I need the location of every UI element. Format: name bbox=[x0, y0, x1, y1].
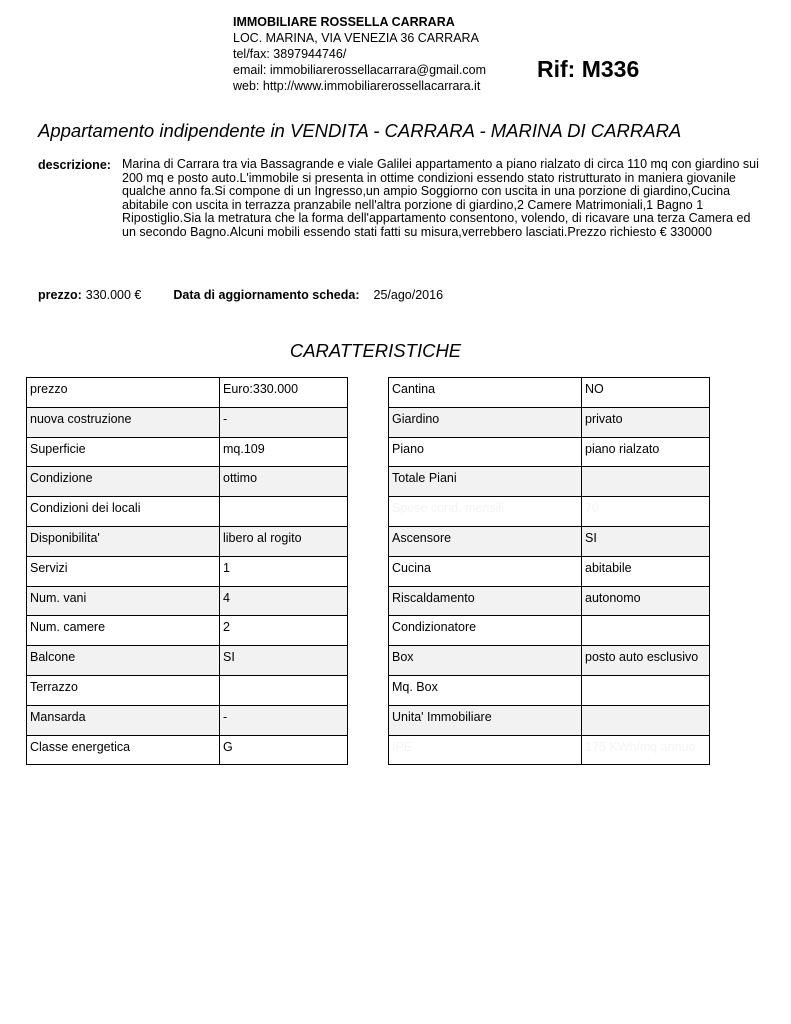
feature-row bbox=[27, 735, 348, 765]
agency-email: email: immobiliarerossellacarrara@gmail.com bbox=[233, 63, 487, 77]
feature-row bbox=[389, 616, 710, 646]
feature-value: posto auto esclusivo bbox=[582, 646, 710, 676]
feature-key: Unita' Immobiliare bbox=[389, 705, 582, 735]
feature-value: 2 bbox=[220, 616, 348, 646]
feature-key: Condizione bbox=[27, 467, 220, 497]
feature-key: Classe energetica bbox=[27, 735, 220, 765]
feature-key: Box bbox=[389, 646, 582, 676]
feature-value: - bbox=[220, 407, 348, 437]
feature-row bbox=[27, 646, 348, 676]
feature-value bbox=[582, 467, 710, 497]
feature-row bbox=[27, 675, 348, 705]
feature-value bbox=[220, 675, 348, 705]
feature-row bbox=[389, 497, 710, 527]
feature-value: mq.109 bbox=[220, 437, 348, 467]
feature-key: Ascensore bbox=[389, 526, 582, 556]
feature-key: Condizioni dei locali bbox=[27, 497, 220, 527]
feature-row bbox=[27, 705, 348, 735]
feature-key: Balcone bbox=[27, 646, 220, 676]
feature-key: Totale Piani bbox=[389, 467, 582, 497]
feature-value: Euro:330.000 bbox=[220, 378, 348, 408]
feature-row bbox=[389, 705, 710, 735]
feature-key: Disponibilita' bbox=[27, 526, 220, 556]
feature-row bbox=[27, 616, 348, 646]
feature-key: Piano bbox=[389, 437, 582, 467]
feature-value: G bbox=[220, 735, 348, 765]
feature-key: Terrazzo bbox=[27, 675, 220, 705]
feature-row bbox=[389, 646, 710, 676]
feature-value: 175 KWh/mq annuo bbox=[582, 735, 710, 765]
feature-key: Num. camere bbox=[27, 616, 220, 646]
features-table-left bbox=[26, 377, 348, 765]
feature-value: privato bbox=[582, 407, 710, 437]
description-text: Marina di Carrara tra via Bassagrande e viale Galilei appartamento a piano rialzato di circa 110 mq con giardino sui 200 mq e posto auto.L'immobile si presenta in ottime condizioni essendo stato ristrutturato in maniera giovanile qualche anno fa.Si compone di un Ingresso,un ampio Soggiorno con uscita in una porzione di giardino,Cucina abitabile con uscita in terrazza pranzabile nell'altra porzione di giardino,2 Camere Matrimoniali,1 Bagno 1 Ripostiglio.Sia la metratura che la forma dell'appartamento consentono, volendo, di ricavare una terza Camera ed un secondo Bagno.Alcuni mobili essendo stati fatti su misura,verrebbero lasciati.Prezzo richiesto € 330000 bbox=[122, 157, 759, 239]
feature-key: Spese cond. mensili bbox=[389, 497, 582, 527]
price-value: 330.000 € bbox=[85, 288, 142, 302]
price-label: prezzo: bbox=[38, 288, 82, 302]
update-date: 25/ago/2016 bbox=[373, 288, 444, 302]
feature-row bbox=[27, 467, 348, 497]
feature-row bbox=[27, 586, 348, 616]
feature-row bbox=[27, 526, 348, 556]
features-table-right bbox=[388, 377, 710, 765]
feature-value bbox=[582, 705, 710, 735]
feature-row bbox=[389, 526, 710, 556]
feature-value: 4 bbox=[220, 586, 348, 616]
feature-value: ottimo bbox=[220, 467, 348, 497]
feature-row bbox=[27, 556, 348, 586]
feature-value bbox=[582, 616, 710, 646]
feature-row bbox=[389, 378, 710, 408]
price-row bbox=[38, 288, 443, 302]
feature-row bbox=[27, 437, 348, 467]
feature-value: 1 bbox=[220, 556, 348, 586]
agency-web: web: http://www.immobiliarerossellacarrara.it bbox=[233, 79, 481, 93]
feature-row bbox=[389, 437, 710, 467]
feature-key: Superficie bbox=[27, 437, 220, 467]
description-label: descrizione: bbox=[38, 158, 111, 172]
feature-value: SI bbox=[220, 646, 348, 676]
feature-value: NO bbox=[582, 378, 710, 408]
feature-row bbox=[389, 735, 710, 765]
agency-address: LOC. MARINA, VIA VENEZIA 36 CARRARA bbox=[233, 31, 479, 45]
feature-row bbox=[389, 407, 710, 437]
update-label: Data di aggiornamento scheda: bbox=[173, 288, 360, 302]
feature-row bbox=[389, 556, 710, 586]
feature-key: prezzo bbox=[27, 378, 220, 408]
listing-title: Appartamento indipendente in VENDITA - CARRARA - MARINA DI CARRARA bbox=[38, 120, 682, 141]
feature-key: Cucina bbox=[389, 556, 582, 586]
feature-value: libero al rogito bbox=[220, 526, 348, 556]
feature-row bbox=[389, 586, 710, 616]
feature-value: SI bbox=[582, 526, 710, 556]
feature-row bbox=[389, 467, 710, 497]
feature-row bbox=[27, 407, 348, 437]
agency-phone: tel/fax: 3897944746/ bbox=[233, 47, 347, 61]
feature-key: Cantina bbox=[389, 378, 582, 408]
feature-value bbox=[582, 675, 710, 705]
feature-row bbox=[27, 378, 348, 408]
feature-key: Riscaldamento bbox=[389, 586, 582, 616]
feature-value: 70 bbox=[582, 497, 710, 527]
agency-header bbox=[233, 14, 486, 94]
feature-value: piano rialzato bbox=[582, 437, 710, 467]
feature-value: - bbox=[220, 705, 348, 735]
feature-key: Num. vani bbox=[27, 586, 220, 616]
reference-code: Rif: M336 bbox=[537, 56, 640, 82]
feature-row bbox=[389, 675, 710, 705]
feature-value: abitabile bbox=[582, 556, 710, 586]
feature-value bbox=[220, 497, 348, 527]
feature-key: IPE bbox=[389, 735, 582, 765]
feature-key: Condizionatore bbox=[389, 616, 582, 646]
feature-key: Mq. Box bbox=[389, 675, 582, 705]
agency-name: IMMOBILIARE ROSSELLA CARRARA bbox=[233, 15, 455, 29]
feature-row bbox=[27, 497, 348, 527]
feature-key: Mansarda bbox=[27, 705, 220, 735]
feature-key: Giardino bbox=[389, 407, 582, 437]
feature-key: Servizi bbox=[27, 556, 220, 586]
features-title: CARATTERISTICHE bbox=[289, 340, 462, 361]
feature-key: nuova costruzione bbox=[27, 407, 220, 437]
feature-value: autonomo bbox=[582, 586, 710, 616]
